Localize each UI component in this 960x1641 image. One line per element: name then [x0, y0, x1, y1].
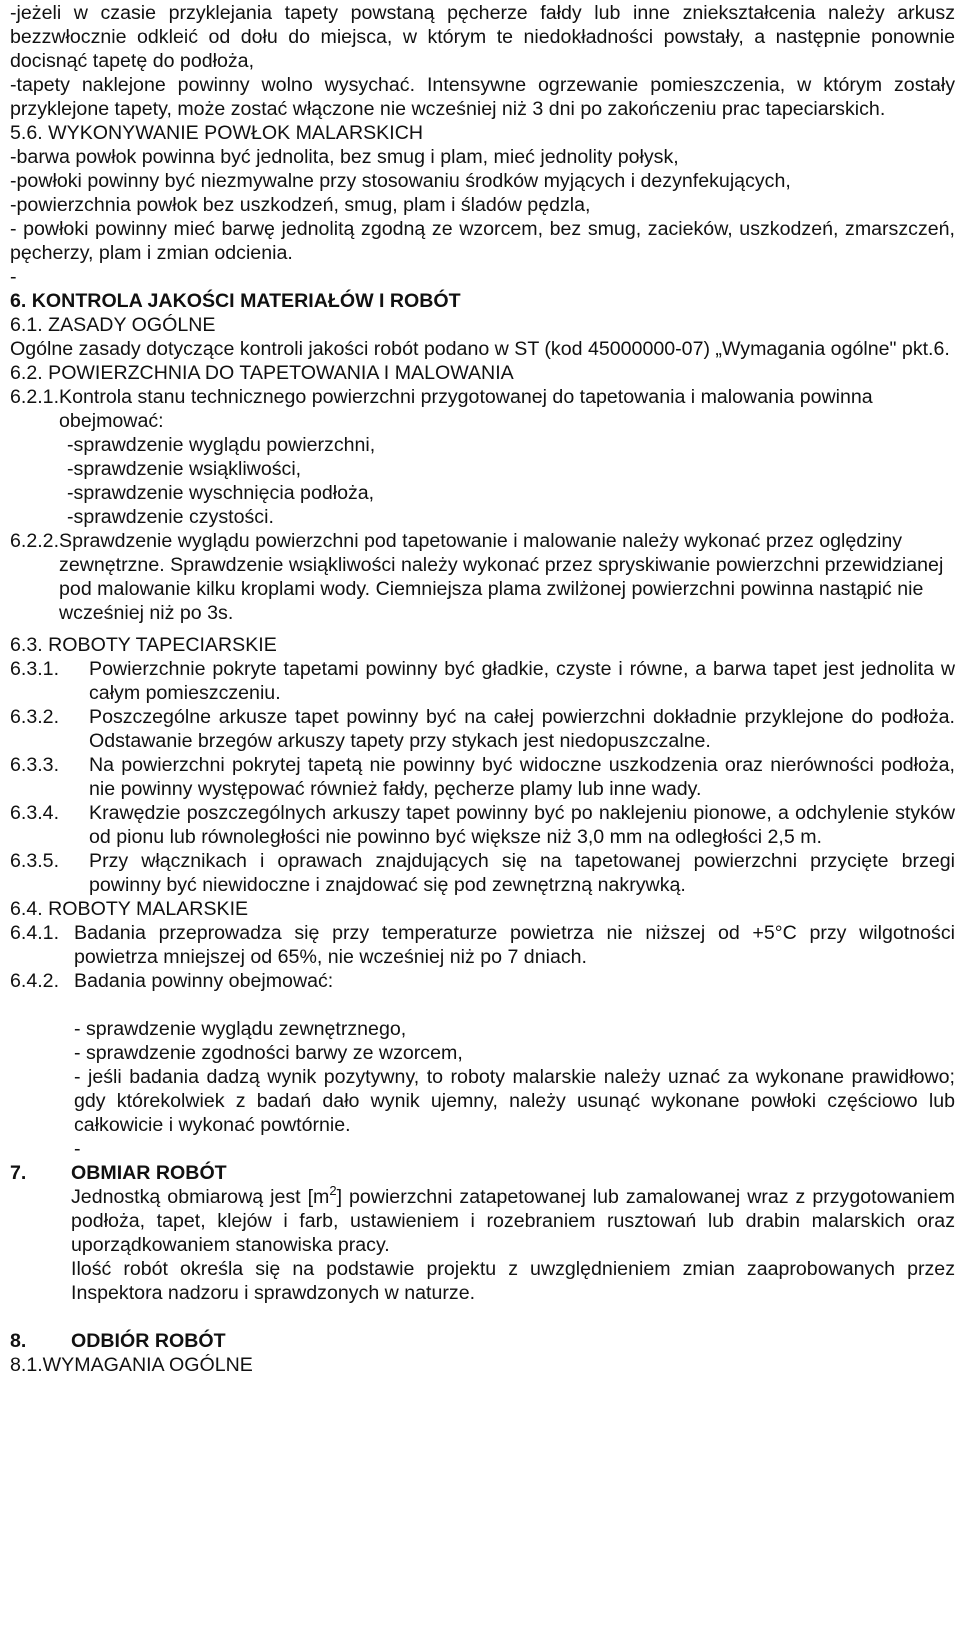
clause-text: Kontrola stanu technicznego powierzchni przygotowanej do tapetowania i malowania powinna obejmować:: [59, 386, 873, 432]
clause-number: 6.3.1.: [10, 658, 60, 680]
section-heading-7: [10, 1161, 955, 1185]
clause-6-2-1: [10, 385, 955, 433]
clause-text: Badania przeprowadza się przy temperaturze powietrza nie niższej od +5°C przy wilgotności powietrza mniejszej od 65%, nie wcześniej niż po 7 dniach.: [74, 922, 955, 968]
clause-6-3-1: [10, 657, 955, 705]
clause-6-4-2: [10, 969, 955, 993]
clause-text: Przy włącznikach i oprawach znajdujących się na tapetowanej powierzchni przycięte brzegi powinny być niewidoczne i znajdować się pod zewnętrzną nakrywką.: [89, 850, 955, 896]
clause-text: Na powierzchni pokrytej tapetą nie powinny być widoczne uszkodzenia oraz nierówności podłoża, nie powinny występować również fałdy, pęcherze plamy lub inne wady.: [89, 754, 955, 800]
clause-number: 6.3.3.: [10, 754, 60, 776]
paragraph-drying: -tapety naklejone powinny wolno wysychać. Intensywne ogrzewanie pomieszczenia, w którym zostały przyklejone tapety, może zostać włączone nie wcześniej niż 3 dni po zakończeniu prac tapeciarskich.: [10, 74, 955, 120]
subsection-heading-6-3: 6.3. ROBOTY TAPECIARSKIE: [10, 634, 277, 656]
clause-text: Badania powinny obejmować:: [74, 970, 334, 992]
section-heading-5-6: 5.6. WYKONYWANIE POWŁOK MALARSKICH: [10, 122, 423, 144]
document-page: [10, 1, 955, 1377]
section-number: 8.: [10, 1330, 27, 1352]
list-item: - powłoki powinny mieć barwę jednolitą zgodną ze wzorcem, bez smug, zacieków, uszkodzeń, zmarszczeń, pęcherzy, plam i zmian odcienia.: [10, 218, 955, 264]
clause-number: 6.2.2.: [10, 530, 60, 552]
list-item: - jeśli badania dadzą wynik pozytywny, to roboty malarskie należy uznać za wykonane prawidłowo; gdy którekolwiek z badań dało wynik ujemny, należy usunąć wykonane powłoki częściowo lub całkowicie i wykonać powtórnie.: [74, 1066, 955, 1136]
section-7-body: [10, 1185, 955, 1305]
subsection-heading-6-1: 6.1. ZASADY OGÓLNE: [10, 314, 216, 336]
list-item: -sprawdzenie wyschnięcia podłoża,: [67, 482, 375, 504]
list-item: -sprawdzenie wyglądu powierzchni,: [67, 434, 376, 456]
section-title: ODBIÓR ROBÓT: [71, 1330, 226, 1352]
clause-6-3-2: [10, 705, 955, 753]
list-item: -powierzchnia powłok bez uszkodzeń, smug, plam i śladów pędzla,: [10, 194, 591, 216]
list-item: - sprawdzenie wyglądu zewnętrznego,: [74, 1018, 407, 1040]
clause-6-3-4: [10, 801, 955, 849]
list-item: - sprawdzenie zgodności barwy ze wzorcem,: [74, 1042, 463, 1064]
clause-number: 6.3.2.: [10, 706, 60, 728]
clause-6-4-1: [10, 921, 955, 969]
check-list: [10, 433, 955, 529]
list-item: -sprawdzenie wsiąkliwości,: [67, 458, 302, 480]
inspection-list: [10, 1017, 955, 1161]
clause-text: Sprawdzenie wyglądu powierzchni pod tapetowanie i malowanie należy wykonać przez oględziny zewnętrzne. Sprawdzenie wsiąkliwości należy wykonać przez spryskiwanie powierzchni przewidzianej pod malowanie kilku kroplami wody. Ciemniejsza plama zwilżonej powierzchni powinna nastąpić nie wcześniej niż po 3s.: [59, 530, 944, 624]
clause-6-2-2: [10, 529, 955, 625]
list-item: -: [10, 266, 17, 288]
section-heading-6: 6. KONTROLA JAKOŚCI MATERIAŁÓW I ROBÓT: [10, 290, 461, 312]
section-heading-8: [10, 1329, 955, 1353]
subsection-heading-6-4: 6.4. ROBOTY MALARSKIE: [10, 898, 249, 920]
clause-number: 6.4.1.: [10, 922, 60, 944]
clause-6-3-3: [10, 753, 955, 801]
section-title: OBMIAR ROBÓT: [71, 1162, 227, 1184]
paragraph-quantity: Ilość robót określa się na podstawie projektu z uwzględnieniem zmian zaaprobowanych przez Inspektora nadzoru i sprawdzonych w naturze.: [71, 1258, 955, 1304]
clause-text: Powierzchnie pokryte tapetami powinny być gładkie, czyste i równe, a barwa tapet jest jednolita w całym pomieszczeniu.: [89, 658, 955, 704]
clause-6-3-5: [10, 849, 955, 897]
clause-number: 6.2.1.: [10, 386, 60, 408]
list-item: -: [74, 1138, 81, 1160]
subsection-heading-6-2: 6.2. POWIERZCHNIA DO TAPETOWANIA I MALOWANIA: [10, 362, 514, 384]
paragraph-general-rules: Ogólne zasady dotyczące kontroli jakości robót podano w ST (kod 45000000-07) „Wymagania ogólne" pkt.6.: [10, 338, 950, 360]
clause-number: 6.3.5.: [10, 850, 60, 872]
paragraph-bubbles: -jeżeli w czasie przyklejania tapety powstaną pęcherze fałdy lub inne zniekształcenia należy arkusz bezzwłocznie odkleić od dołu do miejsca, w którym te niedokładności powstały, a następnie ponownie docisnąć tapetę do podłoża,: [10, 2, 955, 72]
list-item: -sprawdzenie czystości.: [67, 506, 274, 528]
clause-text: Poszczególne arkusze tapet powinny być na całej powierzchni dokładnie przyklejone do podłoża. Odstawanie brzegów arkuszy tapety przy stykach jest niedopuszczalne.: [89, 706, 955, 752]
section-number: 7.: [10, 1162, 27, 1184]
subsection-heading-8-1: 8.1.WYMAGANIA OGÓLNE: [10, 1354, 253, 1376]
clause-number: 6.3.4.: [10, 802, 60, 824]
paragraph-unit: Jednostką obmiarową jest $[m^2]$ powierzchni zatapetowanej lub zamalowanej wraz z przygotowaniem podłoża, tapet, klejów i farb, ustawieniem i rozebraniem rusztowań lub drabin malarskich oraz uporządkowaniem stanowiska pracy.: [71, 1183, 955, 1256]
list-item: -barwa powłok powinna być jednolita, bez smug i plam, mieć jednolity połysk,: [10, 146, 679, 168]
clause-number: 6.4.2.: [10, 970, 60, 992]
clause-text: Krawędzie poszczególnych arkuszy tapet powinny być po naklejeniu pionowe, a odchylenie styków od pionu lub równoległości nie powinno być większe niż 3,0 mm na odległości 2,5 m.: [89, 802, 955, 848]
list-item: -powłoki powinny być niezmywalne przy stosowaniu środków myjących i dezynfekujących,: [10, 170, 791, 192]
